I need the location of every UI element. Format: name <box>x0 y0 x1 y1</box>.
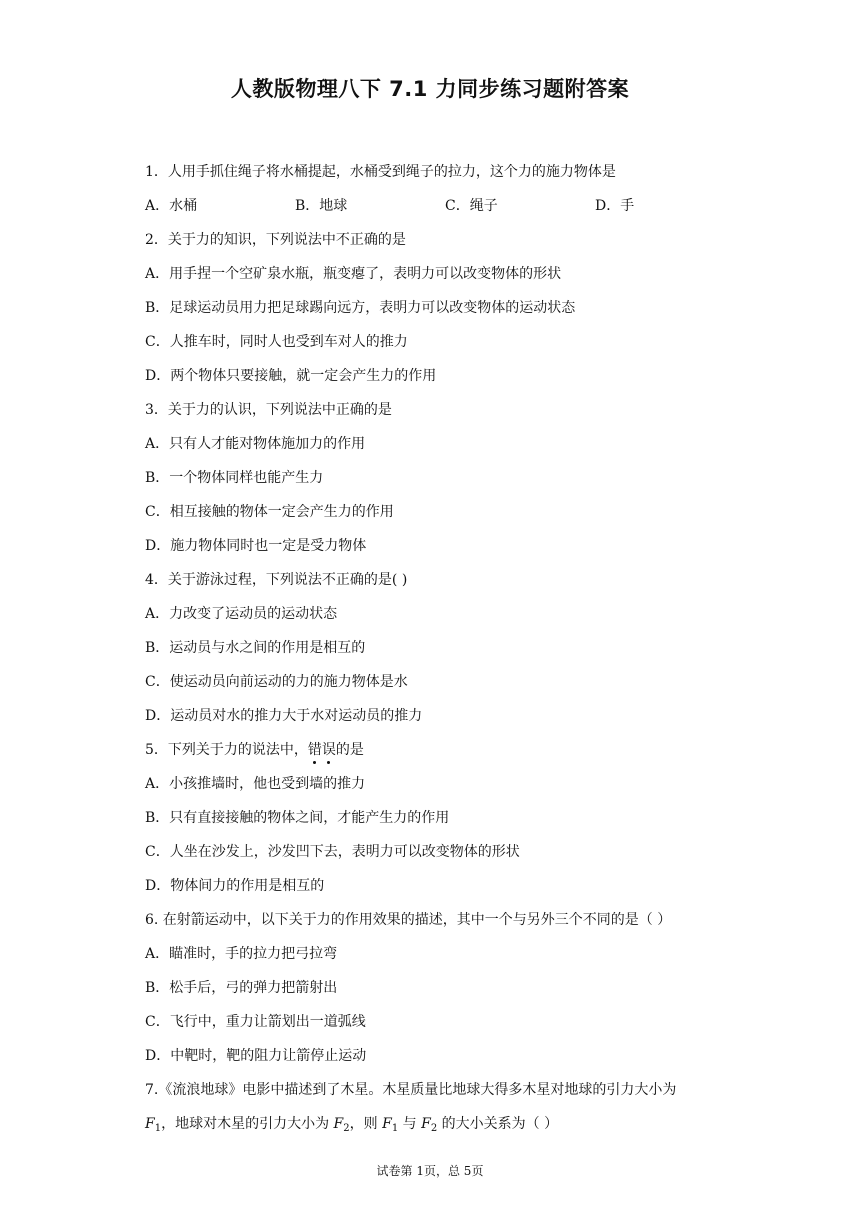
question-6-option-b: B．松手后，弓的弹力把箭射出 <box>145 980 338 996</box>
question-5-option-b: B．只有直接接触的物体之间，才能产生力的作用 <box>145 810 450 826</box>
emphasis-dot-icon <box>313 761 316 764</box>
question-6-option-a: A．瞄准时，手的拉力把弓拉弯 <box>145 946 338 962</box>
question-2-option-a: A．用手捏一个空矿泉水瓶，瓶变瘪了，表明力可以改变物体的形状 <box>145 266 562 282</box>
question-1-option-b: B．地球 <box>295 198 348 214</box>
question-7-text-a: ，地球对木星的引力大小为 <box>161 1116 334 1132</box>
question-5-stem-end: 的是 <box>335 742 364 758</box>
page-title: 人教版物理八下 7.1 力同步练习题附答案 <box>230 77 630 101</box>
question-7-stem-line-1: 7.《流浪地球》电影中描述到了木星。木星质量比地球大得多木星对地球的引力大小为 <box>145 1082 677 1098</box>
question-2-option-d: D．两个物体只要接触，就一定会产生力的作用 <box>145 368 437 384</box>
question-3-option-a: A．只有人才能对物体施加力的作用 <box>145 436 366 452</box>
question-1-options <box>145 193 745 227</box>
question-5-option-c: C．人坐在沙发上，沙发凹下去，表明力可以改变物体的形状 <box>145 844 520 860</box>
page-footer: 试卷第 1页，总 5页 <box>376 1164 484 1178</box>
question-6-stem: 6. 在射箭运动中，以下关于力的作用效果的描述，其中一个与另外三个不同的是（ ） <box>145 912 672 928</box>
question-3-stem: 3．关于力的认识，下列说法中正确的是 <box>145 402 392 418</box>
question-2-option-b: B．足球运动员用力把足球踢向远方，表明力可以改变物体的运动状态 <box>145 300 576 316</box>
force-symbol-f1: F <box>145 1116 155 1132</box>
question-1-option-d: D．手 <box>595 198 635 214</box>
question-3-option-d: D．施力物体同时也一定是受力物体 <box>145 538 367 554</box>
question-6-option-c: C．飞行中，重力让箭划出一道弧线 <box>145 1014 366 1030</box>
question-5-stem-start: 5．下列关于力的说法中， <box>145 742 308 758</box>
question-4-option-c: C．使运动员向前运动的力的施力物体是水 <box>145 674 408 690</box>
question-3-option-b: B．一个物体同样也能产生力 <box>145 470 324 486</box>
force-symbol-f2-repeat: F <box>421 1116 431 1132</box>
question-1-stem: 1．人用手抓住绳子将水桶提起，水桶受到绳子的拉力，这个力的施力物体是 <box>145 164 616 180</box>
question-2-option-c: C．人推车时，同时人也受到车对人的推力 <box>145 334 408 350</box>
question-7-text-d: 的大小关系为（ ） <box>437 1116 559 1132</box>
question-5-stem <box>145 737 745 771</box>
question-5-emphasis-char-2: 误 <box>322 742 336 758</box>
question-7-text-b: ，则 <box>349 1116 383 1132</box>
force-subscript-2: 2 <box>343 1123 350 1134</box>
question-5-option-d: D．物体间力的作用是相互的 <box>145 878 325 894</box>
emphasis-dot-icon <box>327 761 330 764</box>
question-6-option-d: D．中靶时，靶的阻力让箭停止运动 <box>145 1048 367 1064</box>
question-5-emphasis-char-1: 错 <box>308 742 322 758</box>
question-7-stem-line-2 <box>145 1111 745 1145</box>
question-1-option-a: A．水桶 <box>145 198 198 214</box>
question-4-stem: 4．关于游泳过程，下列说法不正确的是( ) <box>145 572 408 588</box>
question-5-option-a: A．小孩推墙时，他也受到墙的推力 <box>145 776 366 792</box>
question-1-option-c: C．绳子 <box>445 198 498 214</box>
force-subscript-1-repeat: 1 <box>391 1123 399 1134</box>
question-2-stem: 2．关于力的知识，下列说法中不正确的是 <box>145 232 406 248</box>
question-7-text-c: 与 <box>398 1116 422 1132</box>
question-4-option-d: D．运动员对水的推力大于水对运动员的推力 <box>145 708 423 724</box>
question-list <box>145 159 745 1145</box>
force-symbol-f2: F <box>333 1116 344 1132</box>
force-subscript-2-repeat: 2 <box>430 1123 438 1134</box>
question-4-option-b: B．运动员与水之间的作用是相互的 <box>145 640 366 656</box>
question-3-option-c: C．相互接触的物体一定会产生力的作用 <box>145 504 394 520</box>
force-subscript-1: 1 <box>154 1123 162 1134</box>
question-4-option-a: A．力改变了运动员的运动状态 <box>145 606 338 622</box>
force-symbol-f1-repeat: F <box>382 1116 392 1132</box>
